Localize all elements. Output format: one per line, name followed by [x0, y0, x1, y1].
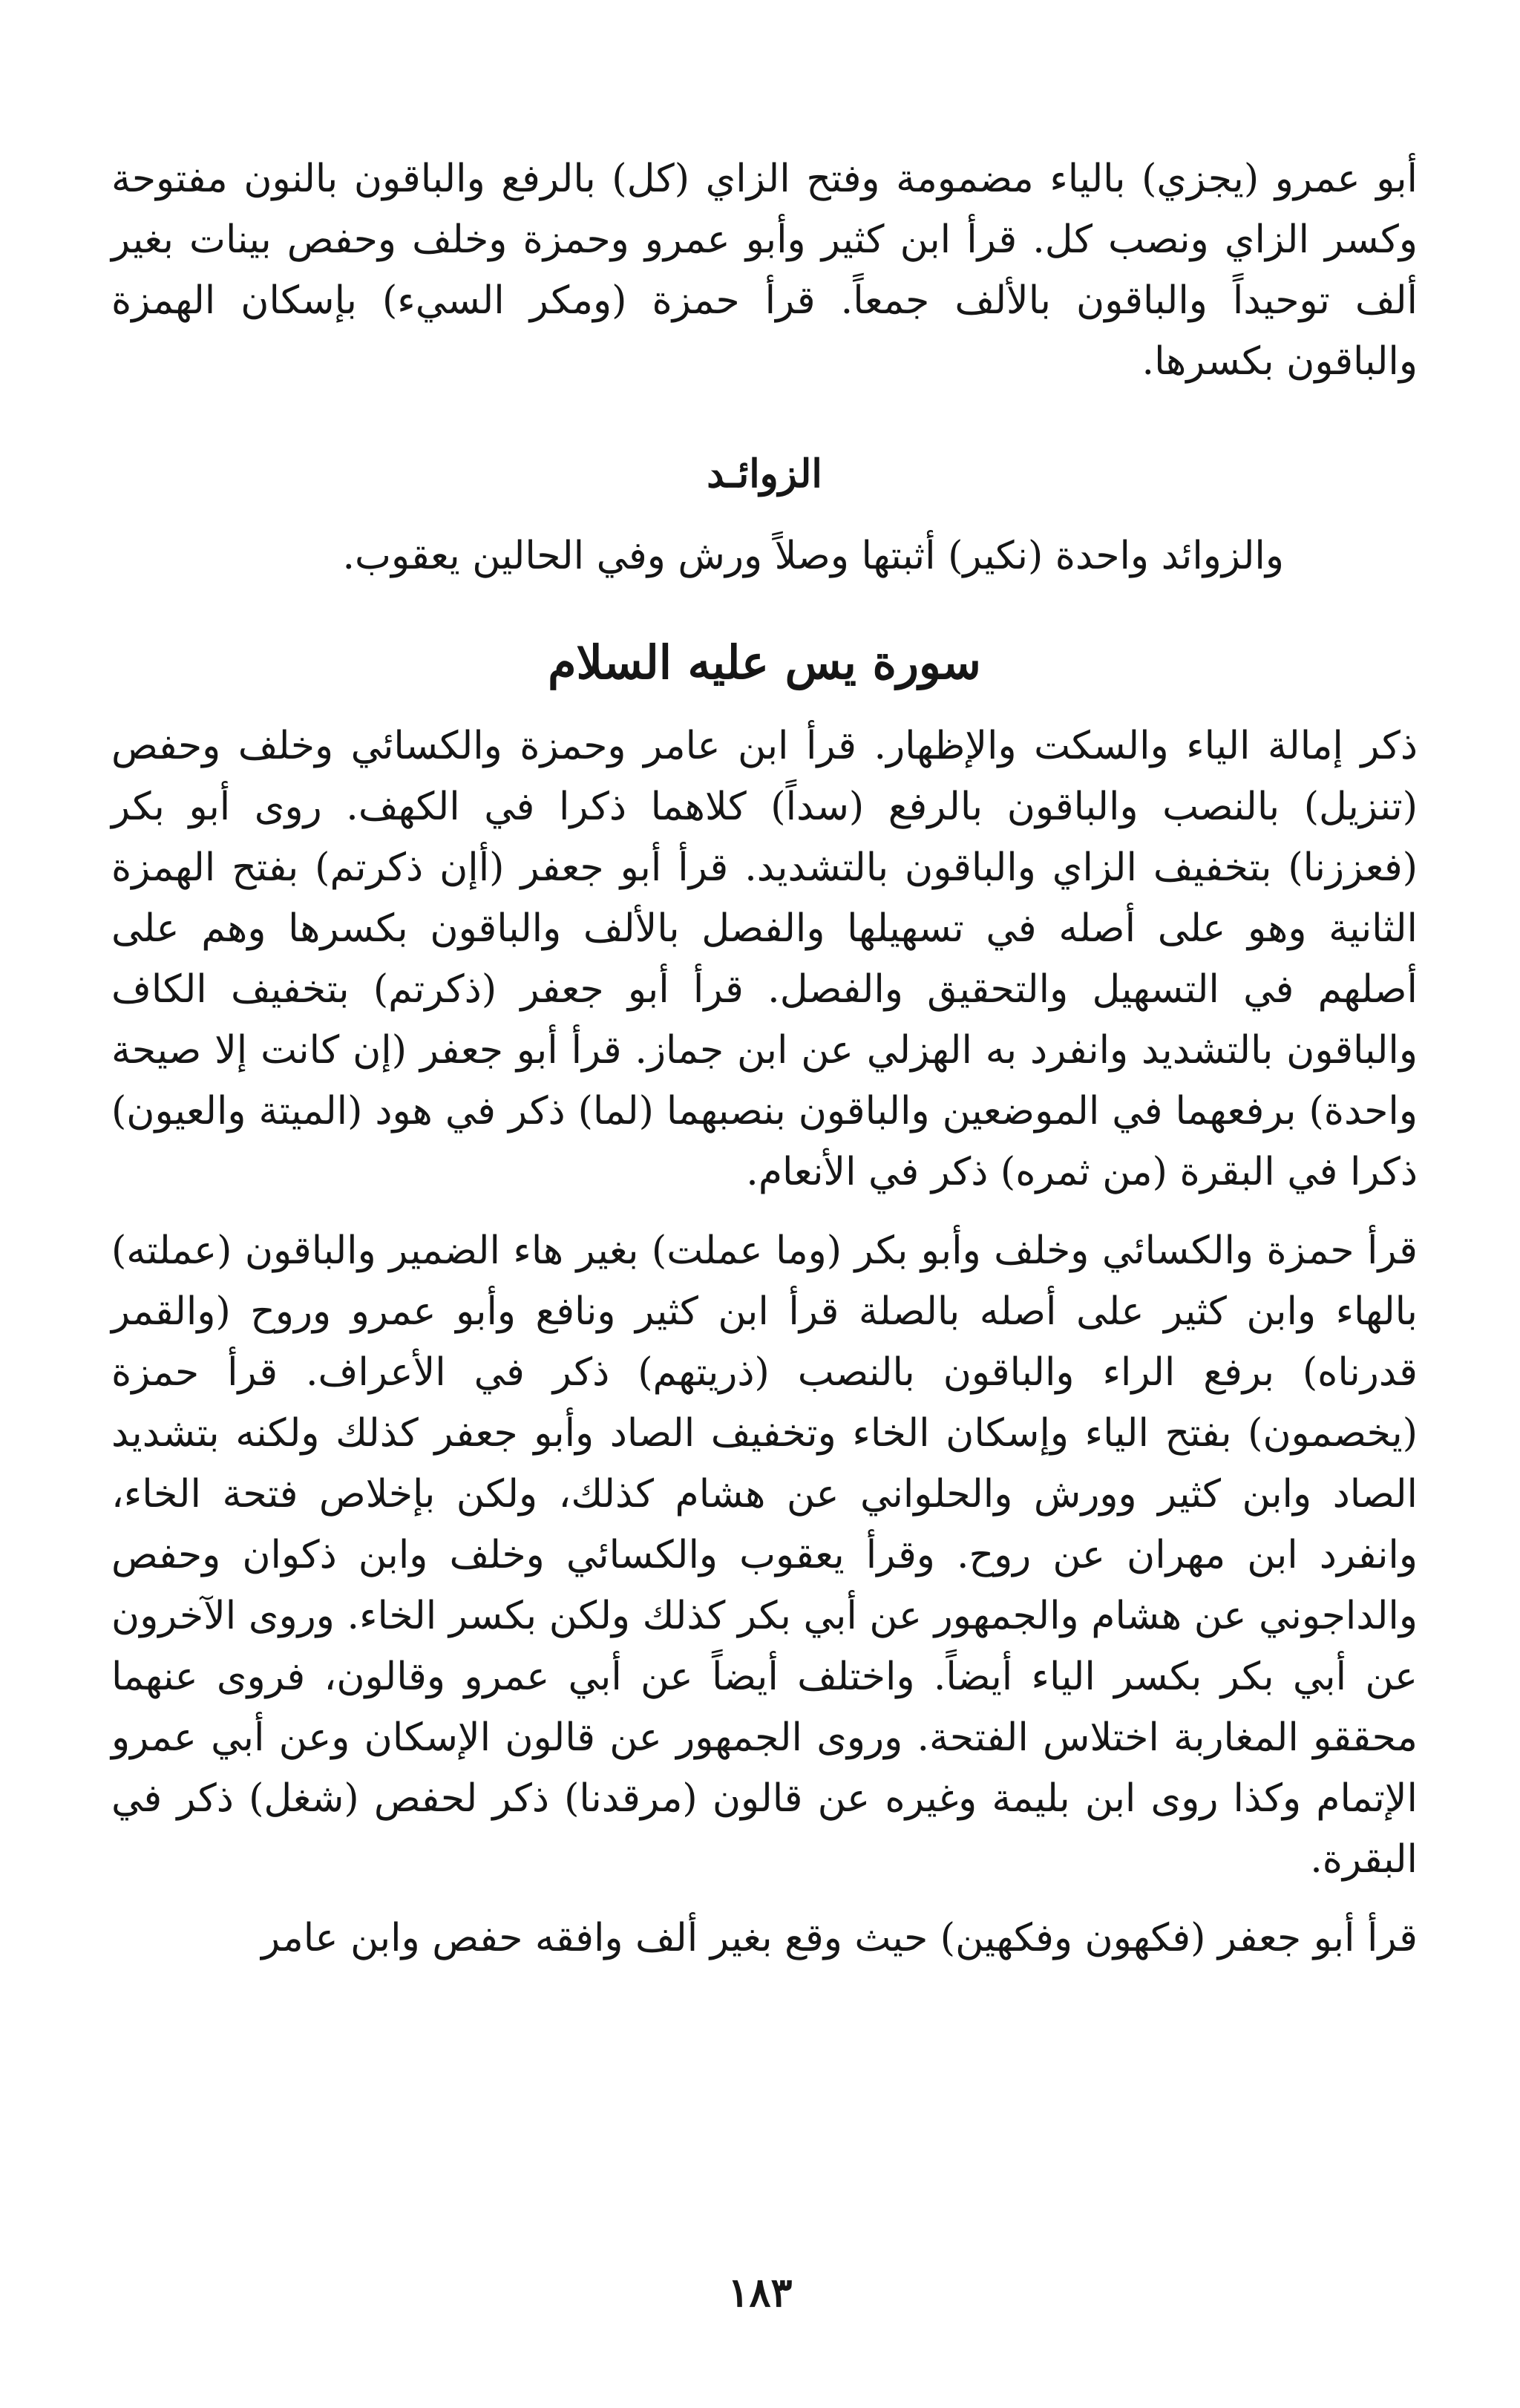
zawaid-paragraph: والزوائد واحدة (نكير) أثبتها وصلاً ورش وفي الحالين يعقوب. [342, 534, 1284, 578]
surah-paragraph-1: ذكر إمالة الياء والسكت والإظهار. قرأ ابن عامر وحمزة والكسائي وخلف وحفص (تنزيل) بالنصب والباقون بالرفع (سداً) كلاهما ذكرا في الكهف. روى أبو بكر (فعززنا) بتخفيف الزاي والباقون بالتشديد. قرأ أبو جعفر (أإن ذكرتم) بفتح الهمزة الثانية وهو على أصله في تسهيلها والفصل بالألف والباقون بكسرها وهم على أصلهم في التسهيل والتحقيق والفصل. قرأ أبو جعفر (ذكرتم) بتخفيف الكاف والباقون بالتشديد وانفرد به الهزلي عن ابن جماز. قرأ أبو جعفر (إن كانت إلا صيحة واحدة) برفعهما في الموضعين والباقون بنصبهما (لما) ذكر في هود (الميتة والعيون) ذكرا في البقرة (من ثمره) ذكر في الأنعام. [111, 724, 1418, 1194]
paragraph-top-1: أبو عمرو (يجزي) بالياء مضمومة وفتح الزاي (كل) بالرفع والباقون بالنون مفتوحة وكسر الزاي ونصب كل. قرأ ابن كثير وأبو عمرو وحمزة وخلف وحفص بينات بغير ألف توحيداً والباقون بالألف جمعاً. قرأ حمزة (ومكر السيء) بإسكان الهمزة والباقون بكسرها. [111, 157, 1418, 384]
section-heading-zawaid: الزوائـد [707, 451, 822, 497]
page-body [111, 148, 1418, 1969]
surah-paragraph-3: قرأ أبو جعفر (فكهون وفكهين) حيث وقع بغير ألف وافقه حفص وابن عامر [261, 1916, 1418, 1960]
surah-paragraph-2: قرأ حمزة والكسائي وخلف وأبو بكر (وما عملت) بغير هاء الضمير والباقون (عملته) بالهاء وابن كثير على أصله بالصلة قرأ ابن كثير ونافع وأبو عمرو وروح (والقمر قدرناه) برفع الراء والباقون بالنصب (ذريتهم) ذكر في الأعراف. قرأ حمزة (يخصمون) بفتح الياء وإسكان الخاء وتخفيف الصاد وأبو جعفر كذلك ولكنه بتشديد الصاد وابن كثير وورش والحلواني عن هشام كذلك، ولكن بإخلاص فتحة الخاء، وانفرد ابن مهران عن روح. وقرأ يعقوب والكسائي وخلف وابن ذكوان وحفص والداجوني عن هشام والجمهور عن أبي بكر كذلك ولكن بكسر الخاء. وروى الآخرون عن أبي بكر بكسر الياء أيضاً. واختلف أيضاً عن أبي عمرو وقالون، فروى عنهما محققو المغاربة اختلاس الفتحة. وروى الجمهور عن قالون الإسكان وعن أبي عمرو الإتمام وكذا روى ابن بليمة وغيره عن قالون (مرقدنا) ذكر لحفص (شغل) ذكر في البقرة. [111, 1228, 1418, 1882]
page-number: ١٨٣ [727, 2268, 793, 2316]
surah-heading: سورة يس عليه السلام [548, 635, 981, 690]
